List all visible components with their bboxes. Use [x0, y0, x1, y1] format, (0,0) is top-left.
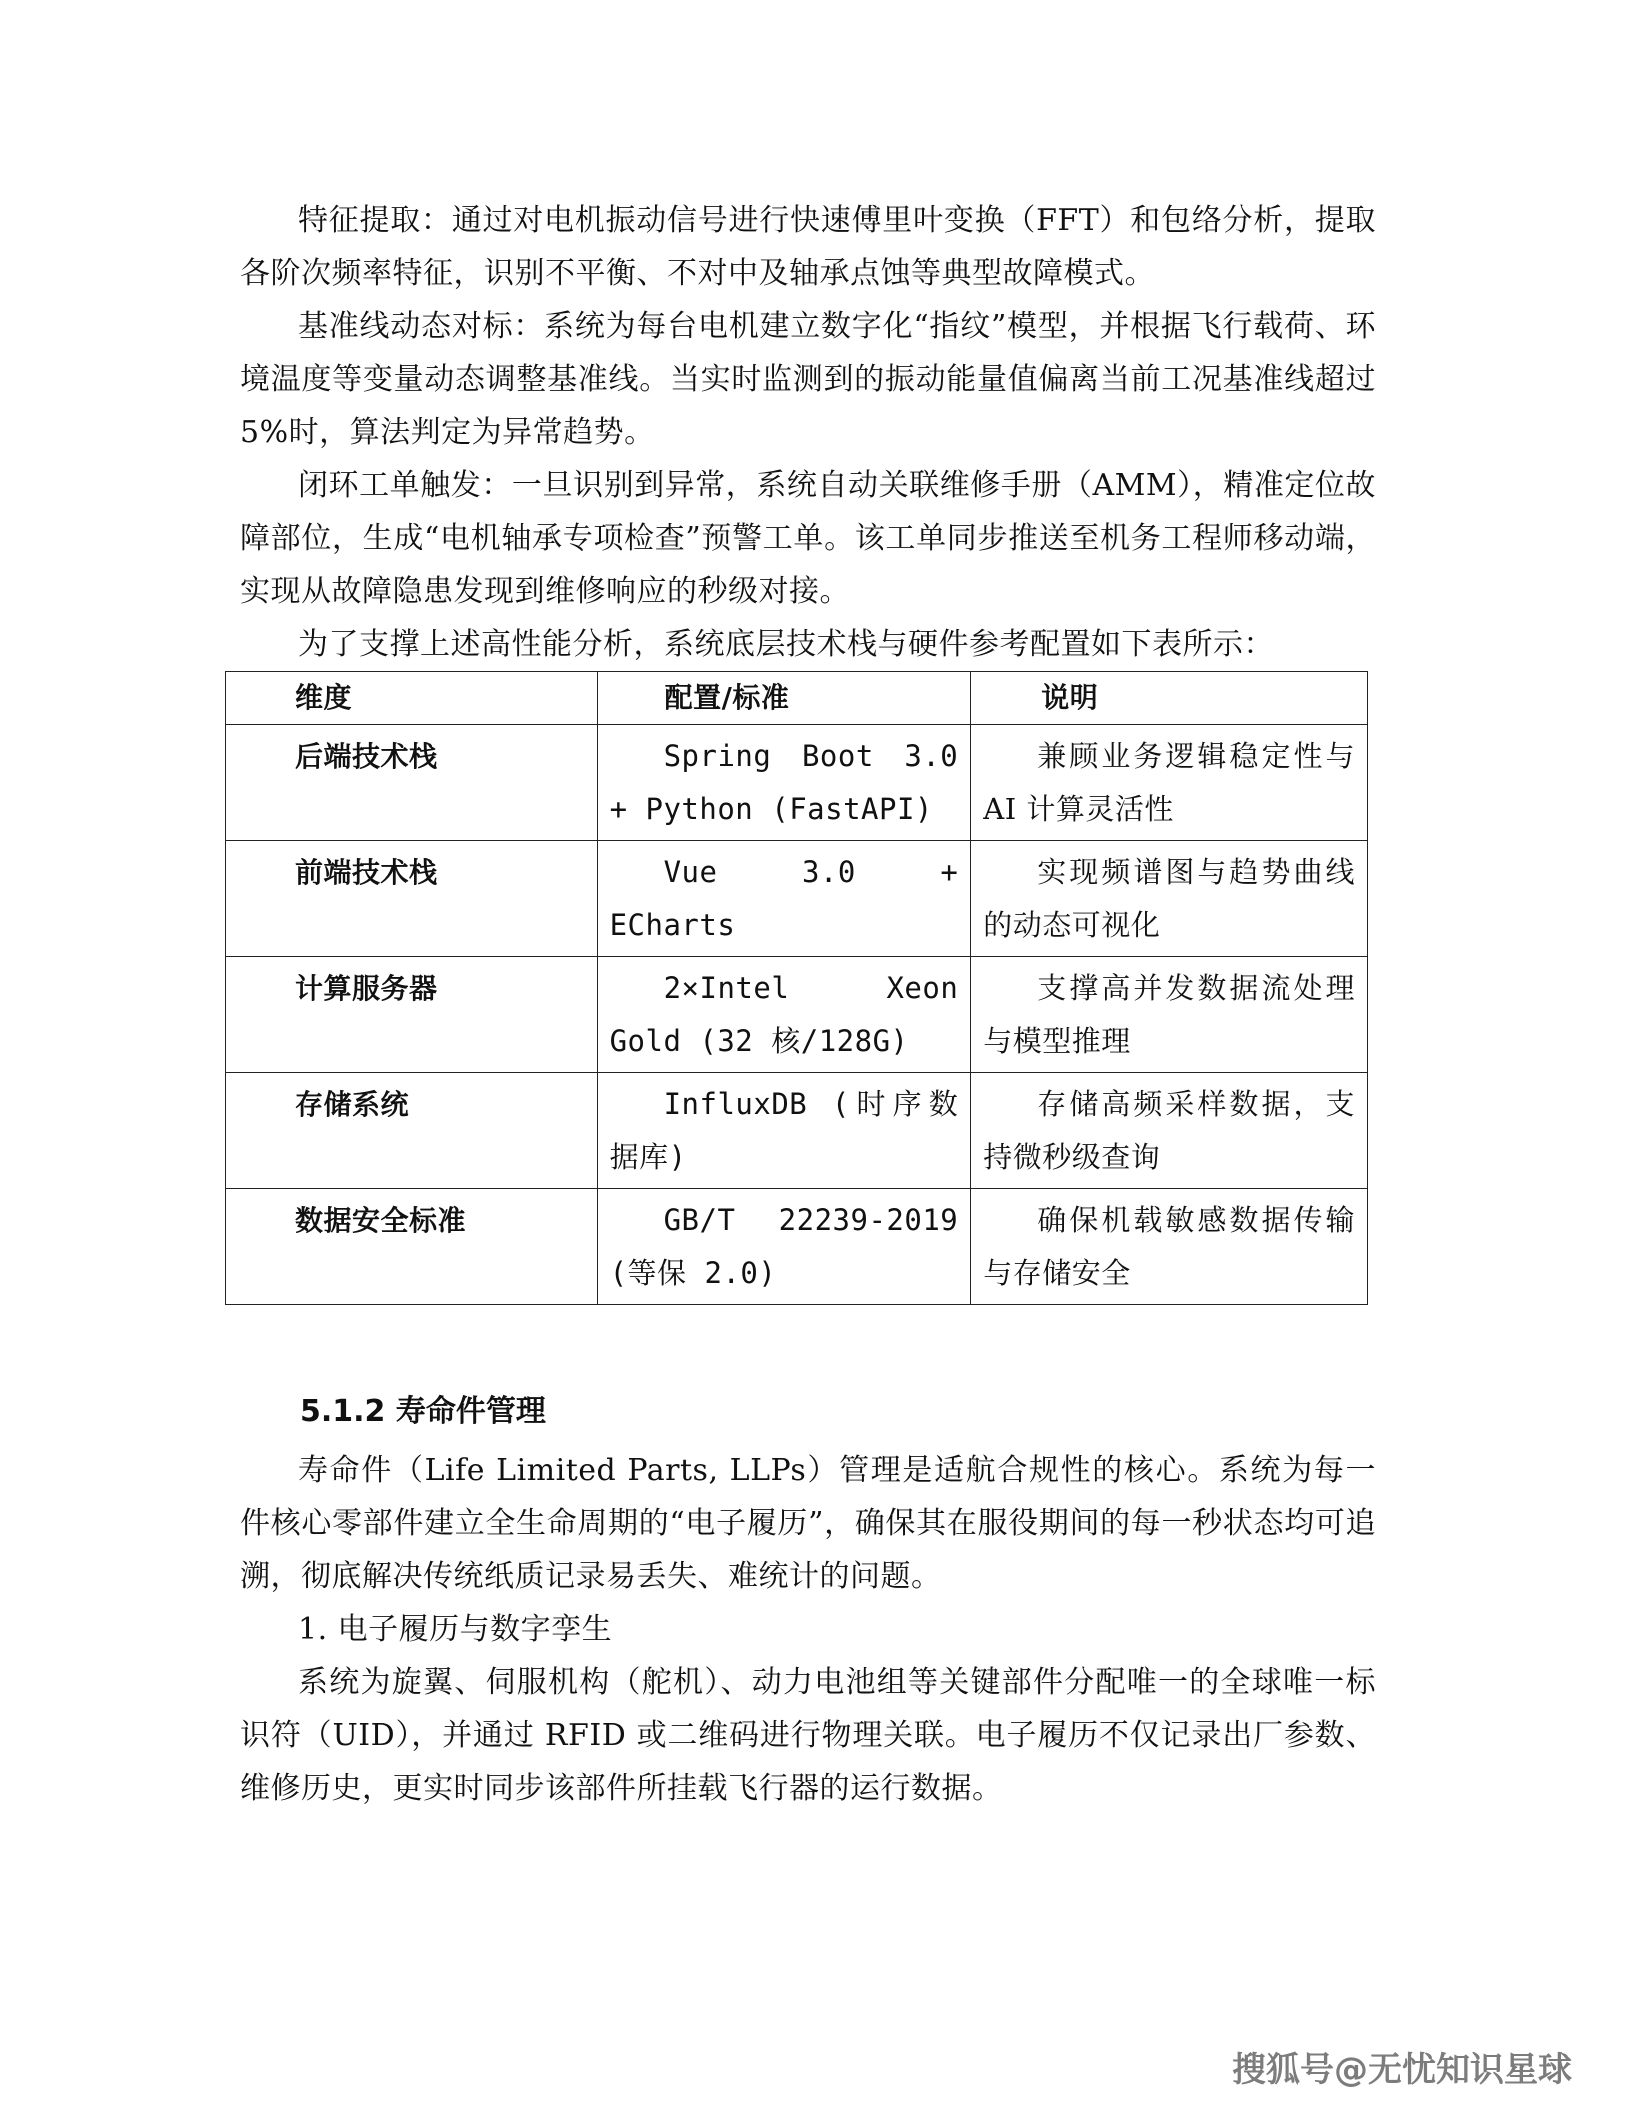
header-description: 说明	[971, 672, 1368, 725]
row-config: InfluxDB (时序数据库)	[597, 1073, 971, 1189]
row-dimension: 前端技术栈	[226, 841, 598, 957]
row-config: Spring Boot 3.0 + Python (FastAPI)	[597, 725, 971, 841]
row-dimension: 数据安全标准	[226, 1189, 598, 1305]
table-row	[226, 725, 1368, 841]
header-dimension: 维度	[226, 672, 598, 725]
table-row	[226, 957, 1368, 1073]
row-description: 确保机载敏感数据传输与存储安全	[971, 1189, 1368, 1305]
row-description: 兼顾业务逻辑稳定性与 AI 计算灵活性	[971, 725, 1368, 841]
section-body	[240, 1444, 1376, 1815]
baseline-benchmark-paragraph: 基准线动态对标：系统为每台电机建立数字化“指纹”模型，并根据飞行载荷、环境温度等变量动态调整基准线。当实时监测到的振动能量值偏离当前工况基准线超过 5%时，算法判定为异常趋势。	[240, 309, 1376, 450]
tech-stack-table	[225, 671, 1368, 1305]
feature-extraction-paragraph: 特征提取：通过对电机振动信号进行快速傅里叶变换（FFT）和包络分析，提取各阶次频率特征，识别不平衡、不对中及轴承点蚀等典型故障模式。	[240, 203, 1376, 291]
page-content	[240, 194, 1376, 1815]
header-config: 配置/标准	[597, 672, 971, 725]
closed-loop-workorder-paragraph: 闭环工单触发：一旦识别到异常，系统自动关联维修手册（AMM），精准定位故障部位，生成“电机轴承专项检查”预警工单。该工单同步推送至机务工程师移动端，实现从故障隐患发现到维修响应的秒级对接。	[240, 468, 1376, 609]
table-row	[226, 841, 1368, 957]
row-description: 实现频谱图与趋势曲线的动态可视化	[971, 841, 1368, 957]
row-description: 存储高频采样数据，支持微秒级查询	[971, 1073, 1368, 1189]
table-row	[226, 1189, 1368, 1305]
llp-intro-paragraph: 寿命件（Life Limited Parts, LLPs）管理是适航合规性的核心。系统为每一件核心零部件建立全生命周期的“电子履历”，确保其在服役期间的每一秒状态均可追溯，彻底解决传统纸质记录易丢失、难统计的问题。	[240, 1453, 1376, 1594]
llp-body-paragraph: 系统为旋翼、伺服机构（舵机）、动力电池组等关键部件分配唯一的全球唯一标识符（UID），并通过 RFID 或二维码进行物理关联。电子履历不仅记录出厂参数、维修历史，更实时同步该部件所挂载飞行器的运行数据。	[240, 1665, 1376, 1806]
table-row	[226, 1073, 1368, 1189]
watermark-text: 搜狐号@无忧知识星球	[1232, 2050, 1572, 2090]
row-config: GB/T 22239-2019 (等保 2.0)	[597, 1189, 971, 1305]
table-header-row	[226, 672, 1368, 725]
row-dimension: 存储系统	[226, 1073, 598, 1189]
llp-subheading: 1. 电子履历与数字孪生	[298, 1612, 613, 1647]
row-dimension: 后端技术栈	[226, 725, 598, 841]
row-config: 2×Intel Xeon Gold (32 核/128G)	[597, 957, 971, 1073]
row-dimension: 计算服务器	[226, 957, 598, 1073]
row-config: Vue 3.0 + ECharts	[597, 841, 971, 957]
table-intro-paragraph: 为了支撑上述高性能分析，系统底层技术栈与硬件参考配置如下表所示：	[298, 627, 1274, 662]
section-title: 5.1.2 寿命件管理	[300, 1394, 546, 1429]
row-description: 支撑高并发数据流处理与模型推理	[971, 957, 1368, 1073]
